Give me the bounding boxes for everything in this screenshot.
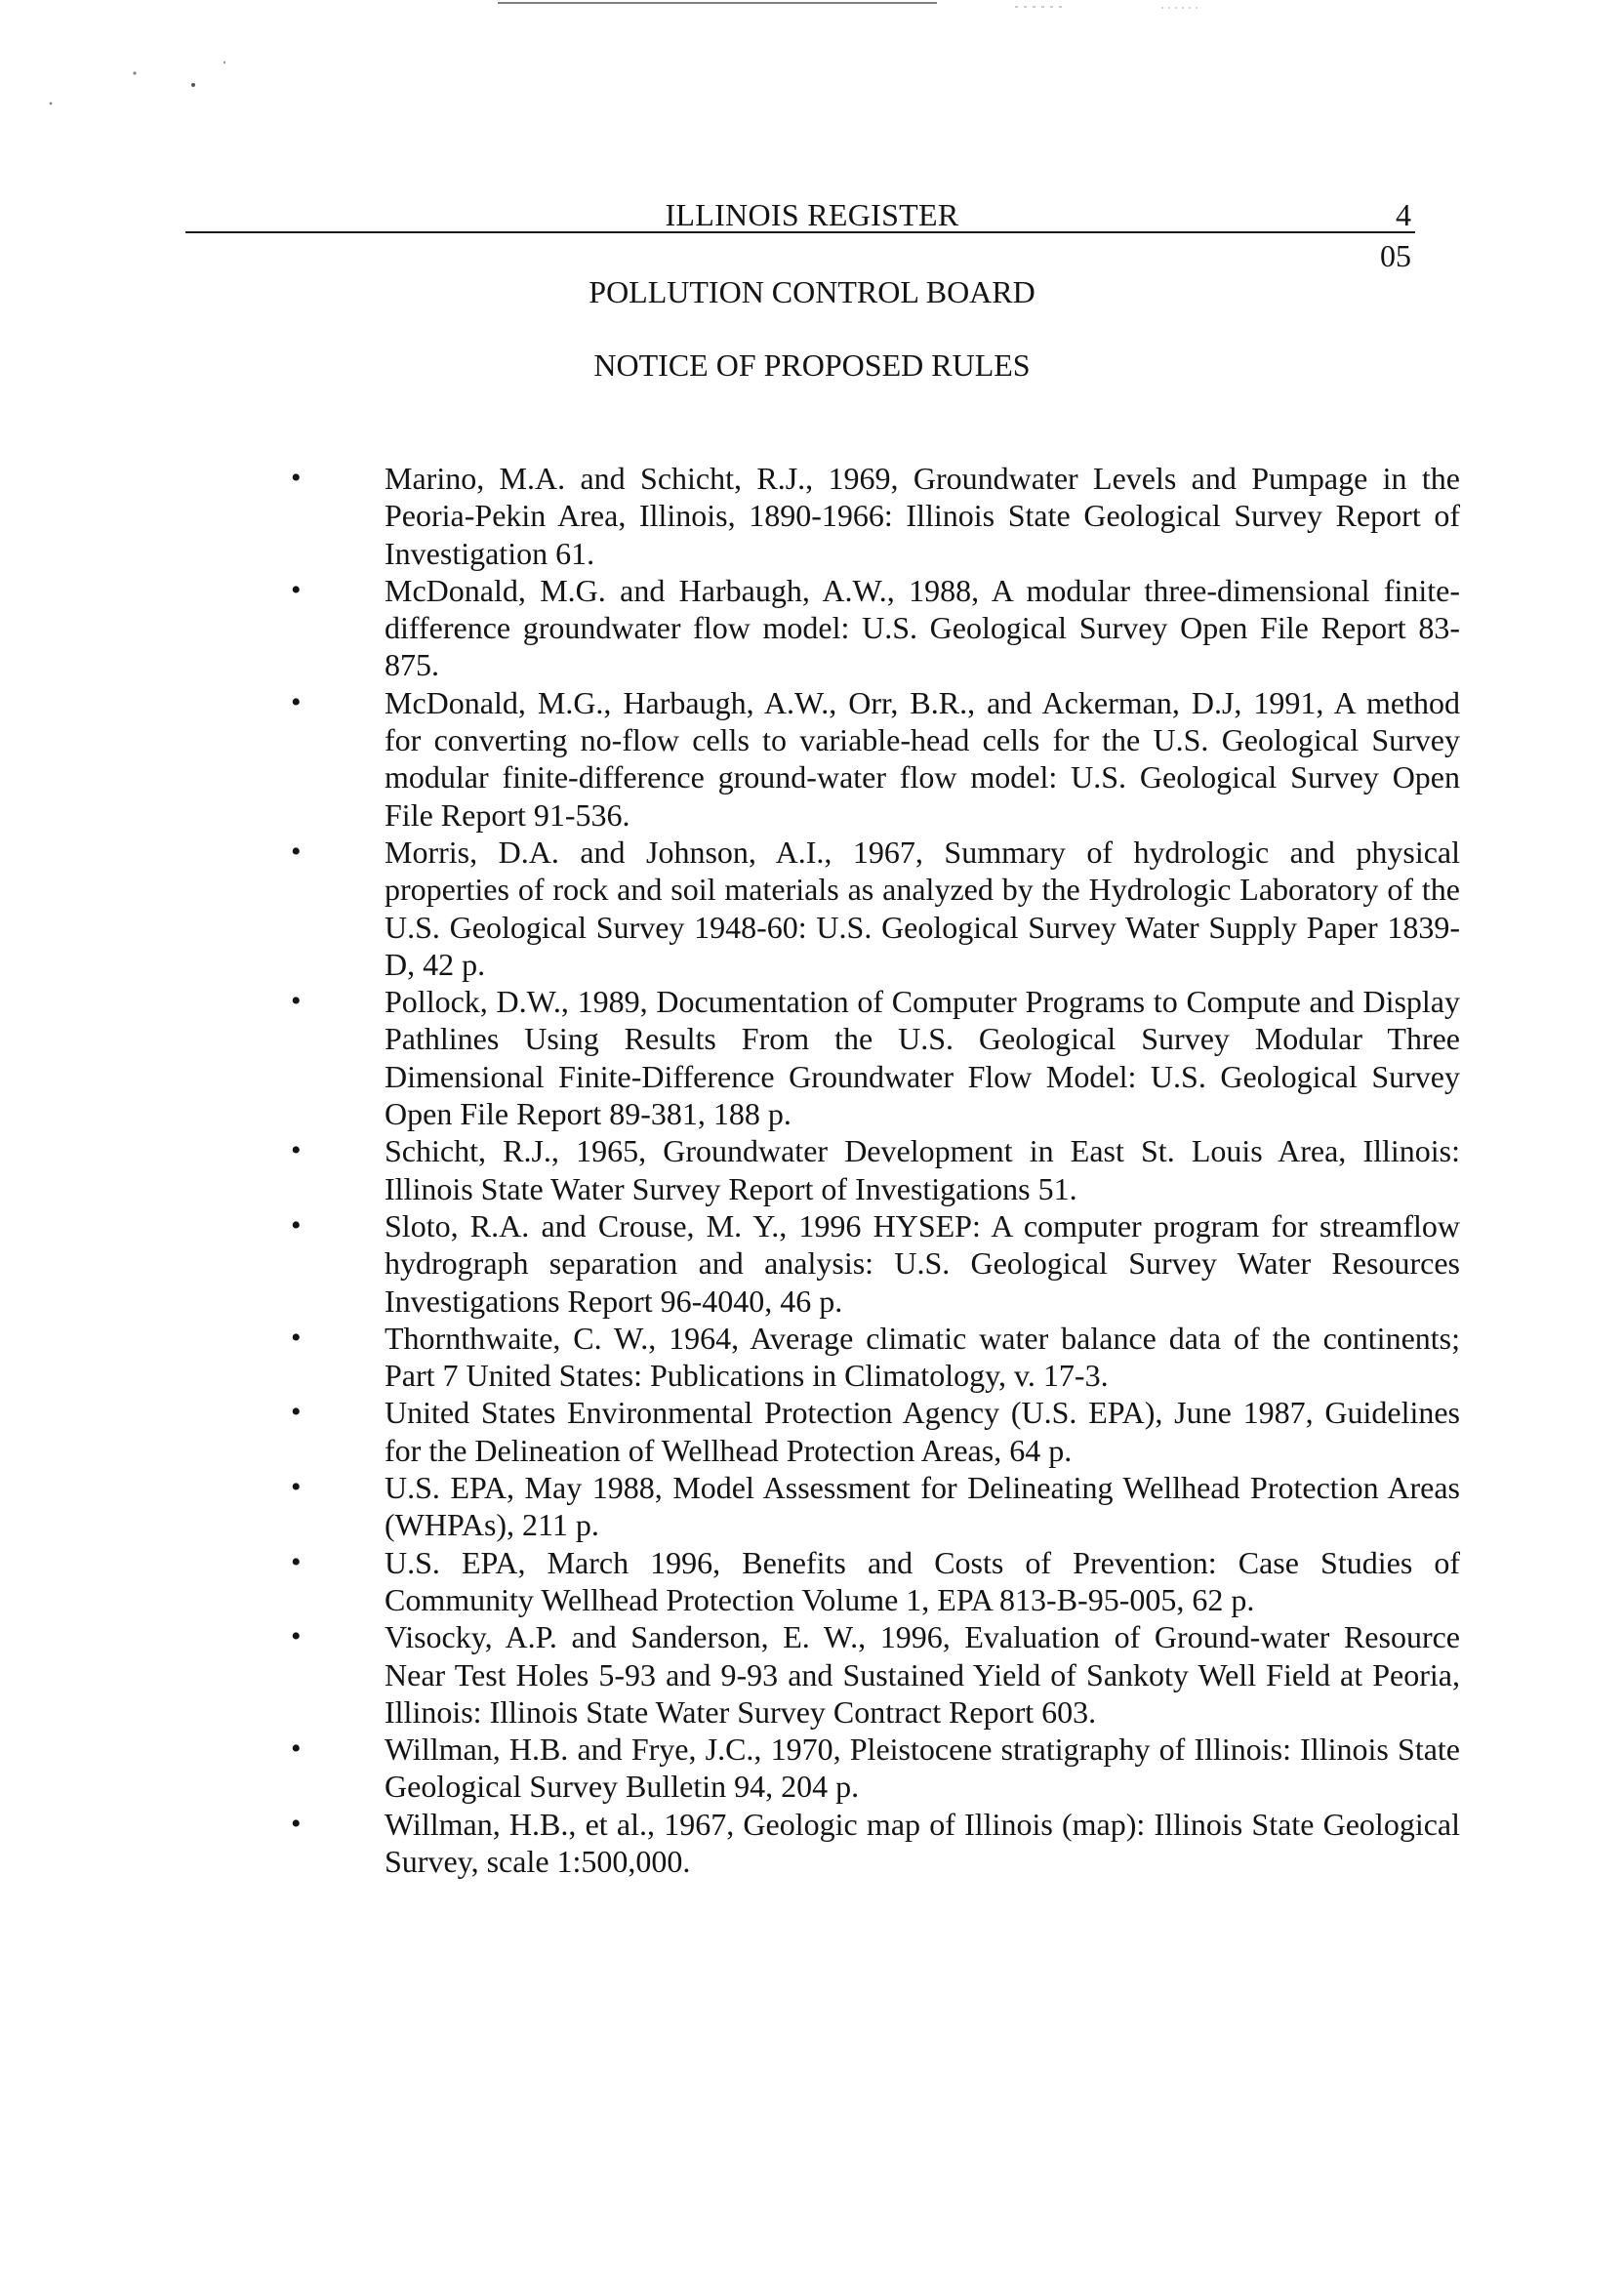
- bullet-icon: •: [291, 1321, 302, 1354]
- bullet-icon: •: [291, 985, 302, 1018]
- reference-item: [283, 1132, 1460, 1207]
- reference-text: U.S. EPA, March 1996, Benefits and Costs of Prevention: Case Studies of Community Wellhead Protection Volume 1, EPA 813-B-95-005, 62 p.: [385, 1544, 1460, 1617]
- reference-text: Marino, M.A. and Schicht, R.J., 1969, Groundwater Levels and Pumpage in the Peoria-Pekin Area, Illinois, 1890-1966: Illinois State Geological Survey Report of Investigation 61.: [385, 461, 1460, 571]
- reference-item: [283, 1469, 1460, 1544]
- reference-item: [283, 1731, 1460, 1806]
- scan-artifacts: [0, 0, 1624, 137]
- reference-item: [283, 1207, 1460, 1320]
- reference-item: [283, 834, 1460, 983]
- reference-text: McDonald, M.G. and Harbaugh, A.W., 1988, A modular three-dimensional finite-difference groundwater flow model: U.S. Geological Survey Open File Report 83-875.: [385, 572, 1460, 683]
- reference-item: [283, 460, 1460, 572]
- bullet-icon: •: [291, 1620, 302, 1653]
- register-title: ILLINOIS REGISTER: [665, 197, 959, 232]
- reference-text: Willman, H.B., et al., 1967, Geologic map of Illinois (map): Illinois State Geological Survey, scale 1:500,000.: [385, 1806, 1460, 1879]
- agency-heading: POLLUTION CONTROL BOARD: [589, 274, 1035, 309]
- reference-item: [283, 1618, 1460, 1731]
- reference-item: [283, 684, 1460, 834]
- bullet-icon: •: [291, 1134, 302, 1167]
- bullet-icon: •: [291, 835, 302, 868]
- reference-text: United States Environmental Protection Agency (U.S. EPA), June 1987, Guidelines for the Delineation of Wellhead Protection Areas, 64 p.: [385, 1395, 1460, 1468]
- reference-text: Pollock, D.W., 1989, Documentation of Computer Programs to Compute and Display Pathlines Using Results From the U.S. Geological Survey Modular Three Dimensional Finite-Difference Groundwater Flow Model: U.S. Geological Survey Open File Report 89-381, 188 p.: [385, 984, 1460, 1132]
- bullet-icon: •: [291, 1396, 302, 1429]
- bullet-icon: •: [291, 1471, 302, 1504]
- reference-text: Visocky, A.P. and Sanderson, E. W., 1996, Evaluation of Ground-water Resource Near Test Holes 5-93 and 9-93 and Sustained Yield of Sankoty Well Field at Peoria, Illinois: Illinois State Water Survey Contract Report 603.: [385, 1619, 1460, 1730]
- reference-item: [283, 983, 1460, 1132]
- reference-text: Sloto, R.A. and Crouse, M. Y., 1996 HYSEP: A computer program for streamflow hydrograph separation and analysis: U.S. Geological Survey Water Resources Investigations Report 96-4040, 46 p.: [385, 1207, 1460, 1319]
- notice-heading: NOTICE OF PROPOSED RULES: [593, 347, 1031, 383]
- reference-text: Willman, H.B. and Frye, J.C., 1970, Pleistocene stratigraphy of Illinois: Illinois State Geological Survey Bulletin 94, 204 p.: [385, 1732, 1460, 1805]
- bullet-icon: •: [291, 1807, 302, 1840]
- bullet-icon: •: [291, 1208, 302, 1242]
- reference-item: [283, 1320, 1460, 1395]
- reference-item: [283, 572, 1460, 684]
- bullet-icon: •: [291, 573, 302, 606]
- reference-list: [283, 460, 1460, 1880]
- reference-text: Thornthwaite, C. W., 1964, Average climatic water balance data of the continents; Part 7 United States: Publications in Climatology, v. 17-3.: [385, 1320, 1460, 1394]
- bullet-icon: •: [291, 462, 302, 494]
- page-number-sub: 05: [1380, 238, 1411, 273]
- bullet-icon: •: [291, 685, 302, 718]
- bullet-icon: •: [291, 1732, 302, 1766]
- reference-text: U.S. EPA, May 1988, Model Assessment for Delineating Wellhead Protection Areas (WHPAs), 211 p.: [385, 1470, 1460, 1543]
- reference-text: Morris, D.A. and Johnson, A.I., 1967, Summary of hydrologic and physical properties of rock and soil materials as analyzed by the Hydrologic Laboratory of the U.S. Geological Survey 1948-60: U.S. Geological Survey Water Supply Paper 1839-D, 42 p.: [385, 834, 1460, 982]
- page-number: 4: [1396, 197, 1411, 232]
- reference-item: [283, 1806, 1460, 1881]
- bullet-icon: •: [291, 1545, 302, 1578]
- reference-text: McDonald, M.G., Harbaugh, A.W., Orr, B.R., and Ackerman, D.J, 1991, A method for converting no-flow cells to variable-head cells for the U.S. Geological Survey modular finite-difference ground-water flow model: U.S. Geological Survey Open File Report 91-536.: [385, 684, 1460, 833]
- reference-item: [283, 1544, 1460, 1619]
- reference-item: [283, 1394, 1460, 1469]
- reference-text: Schicht, R.J., 1965, Groundwater Development in East St. Louis Area, Illinois: Illinois State Water Survey Report of Investigations 51.: [385, 1133, 1460, 1206]
